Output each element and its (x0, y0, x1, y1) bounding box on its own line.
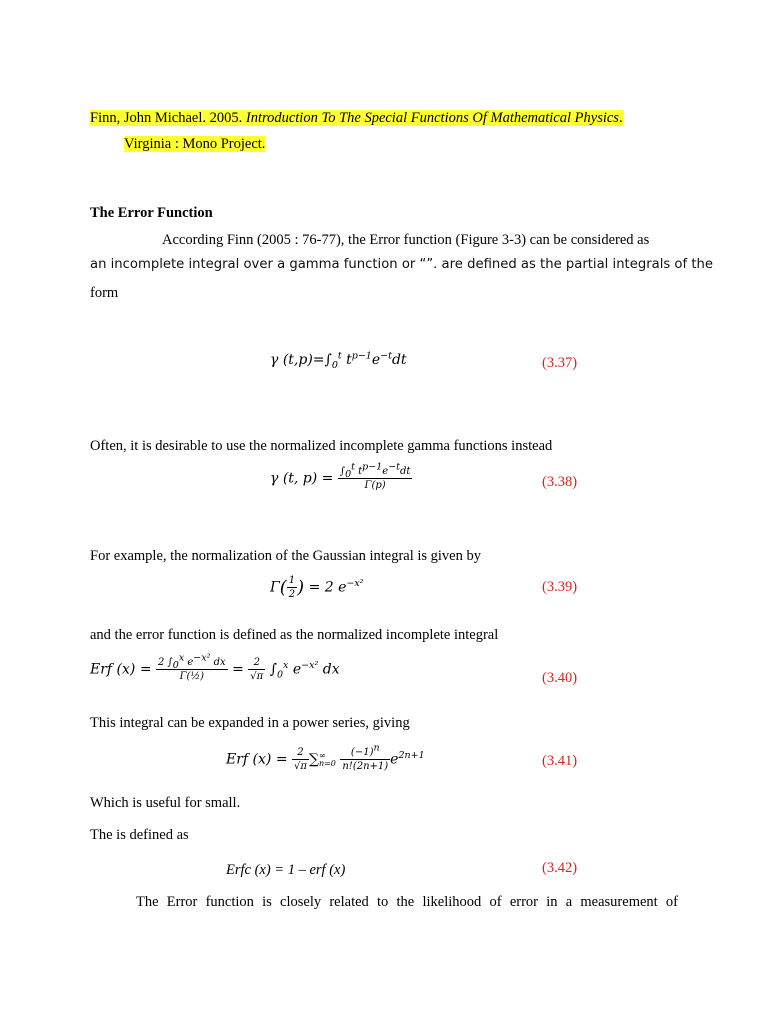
equation-3-42: Erfc (x) = 1 – erf (x) (226, 862, 346, 878)
reference-title: Introduction To The Special Functions Of Mathematical Physics (245, 110, 619, 126)
reference-place: Virginia : Mono Project. (124, 136, 266, 152)
equation-number-3-39: (3.39) (542, 579, 578, 595)
equation-3-37: γ $(t,p)=\int_0^t$ $t^{p-1}e^{-t}dt$ (270, 350, 407, 371)
equation-number-3-42: (3.42) (542, 860, 578, 876)
equation-3-41: Erf (x) = $\frac{2}{√\pi}$ ∑∞ n=0 $\frac{(-1)^n}{n!(2n+1)}$ $e^{2n+1}$ (226, 742, 425, 772)
reference-title-end: . (618, 110, 623, 126)
equation-number-3-38: (3.38) (542, 474, 578, 490)
equation-number-3-40: (3.40) (542, 670, 578, 686)
reference-author-year: Finn, John Michael. 2005. (90, 110, 246, 126)
paragraph-closing: The Error function is closely related to the likelihood of error in a measurement of (136, 894, 678, 910)
equation-3-38: γ (t, p) = $\frac{\int_0^t t^{p-1}e^{-t}dt}{\Gamma(p)}$ (270, 461, 411, 491)
paragraph-defined: The is defined as (90, 827, 189, 843)
equation-3-40: Erf (x) = $\frac{2 \int_0^x e^{-x^2} dx}{\text{Γ(½)}}$ = $\frac{2}{√\pi}$ $\int_0^x$ $e^{-x^2}$ dx (90, 652, 340, 682)
equation-3-39: Γ( $\frac{1}{2}$ ) = 2 $e^{-x^2}$ (270, 575, 364, 600)
intro-line-1: According Finn (2005 : 76-77), the Error function (Figure 3-3) can be considered as (162, 232, 650, 248)
equation-number-3-37: (3.37) (542, 355, 578, 371)
paragraph-example: For example, the normalization of the Gaussian integral is given by (90, 548, 481, 564)
section-heading: The Error Function (90, 205, 213, 221)
intro-line-3: form (90, 285, 119, 301)
paragraph-expand: This integral can be expanded in a power series, giving (90, 715, 410, 731)
reference-line-1 (90, 108, 690, 128)
paragraph-useful: Which is useful for small. (90, 795, 241, 811)
paragraph-error-definition: and the error function is defined as the normalized incomplete integral (90, 627, 499, 643)
intro-line-2: an incomplete integral over a gamma function or “”. are defined as the partial integrals of the (90, 257, 713, 272)
reference-line-2 (124, 134, 265, 154)
equation-number-3-41: (3.41) (542, 753, 578, 769)
paragraph-normalized: Often, it is desirable to use the normalized incomplete gamma functions instead (90, 438, 553, 454)
